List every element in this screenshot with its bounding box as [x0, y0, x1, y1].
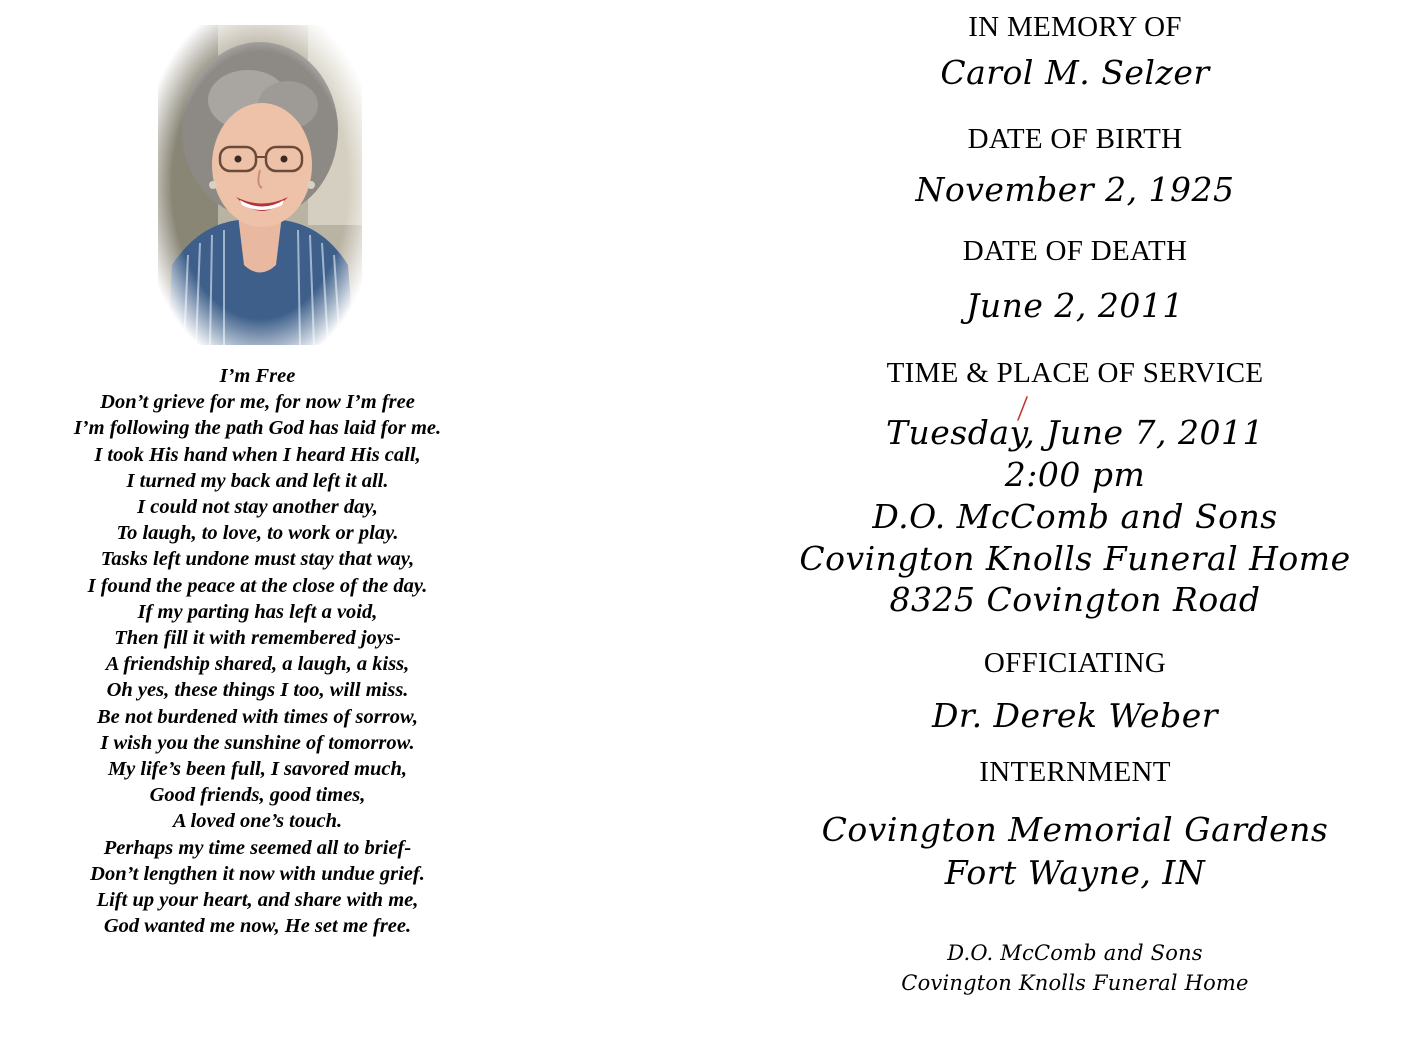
pen-mark: [1015, 396, 1029, 422]
poem-line: Oh yes, these things I too, will miss.: [106, 679, 409, 702]
poem-line: Don’t grieve for me, for now I’m free: [100, 391, 415, 414]
poem-line: I could not stay another day,: [137, 496, 378, 519]
poem-line: A loved one’s touch.: [172, 810, 343, 833]
service-address: 8325 Covington Road: [889, 580, 1261, 619]
service-time: 2:00 pm: [1004, 455, 1146, 494]
deceased-name: Carol M. Selzer: [940, 53, 1210, 92]
birth-date: November 2, 1925: [915, 170, 1235, 209]
poem-line: If my parting has left a void,: [137, 600, 378, 623]
poem-line: Tasks left undone must stay that way,: [100, 548, 415, 571]
poem-line: I found the peace at the close of the day.: [87, 574, 428, 597]
officiant-name: Dr. Derek Weber: [931, 696, 1219, 735]
footer-funeral-home-location: Covington Knolls Funeral Home: [901, 971, 1249, 995]
cemetery-name: Covington Memorial Gardens: [821, 810, 1329, 849]
officiating-label: OFFICIATING: [983, 647, 1167, 679]
service-home-location: Covington Knolls Funeral Home: [799, 539, 1351, 578]
poem-line: Good friends, good times,: [149, 784, 366, 807]
poem: [40, 363, 475, 939]
service-label: TIME & PLACE OF SERVICE: [886, 357, 1264, 389]
memorial-details: [730, 0, 1420, 1044]
poem-line: Then fill it with remembered joys-: [114, 627, 401, 650]
poem-line: Be not burdened with times of sorrow,: [96, 705, 419, 728]
poem-line: My life’s been full, I savored much,: [107, 758, 408, 781]
portrait-photo: [158, 25, 362, 345]
poem-line: I took His hand when I heard His call,: [94, 443, 421, 466]
poem-line: I’m following the path God has laid for me.: [73, 417, 442, 440]
poem-line: God wanted me now, He set me free.: [103, 915, 412, 938]
footer-funeral-home-name: D.O. McComb and Sons: [947, 941, 1203, 965]
poem-line: A friendship shared, a laugh, a kiss,: [105, 653, 410, 676]
poem-line: To laugh, to love, to work or play.: [116, 522, 399, 545]
poem-line: I wish you the sunshine of tomorrow.: [100, 731, 415, 754]
poem-line: I turned my back and left it all.: [126, 469, 389, 492]
internment-label: INTERNMENT: [979, 756, 1171, 788]
poem-line: Perhaps my time seemed all to brief-: [103, 836, 412, 859]
service-home-name: D.O. McComb and Sons: [872, 497, 1278, 536]
poem-title: I’m Free: [219, 365, 296, 387]
poem-line: Lift up your heart, and share with me,: [96, 889, 419, 912]
service-date: Tuesday, June 7, 2011: [886, 413, 1264, 452]
death-date: June 2, 2011: [966, 286, 1184, 325]
in-memory-label: IN MEMORY OF: [968, 11, 1182, 43]
cemetery-city: Fort Wayne, IN: [944, 853, 1206, 892]
death-label: DATE OF DEATH: [962, 235, 1188, 267]
poem-line: Don’t lengthen it now with undue grief.: [90, 862, 425, 885]
birth-label: DATE OF BIRTH: [967, 123, 1183, 155]
